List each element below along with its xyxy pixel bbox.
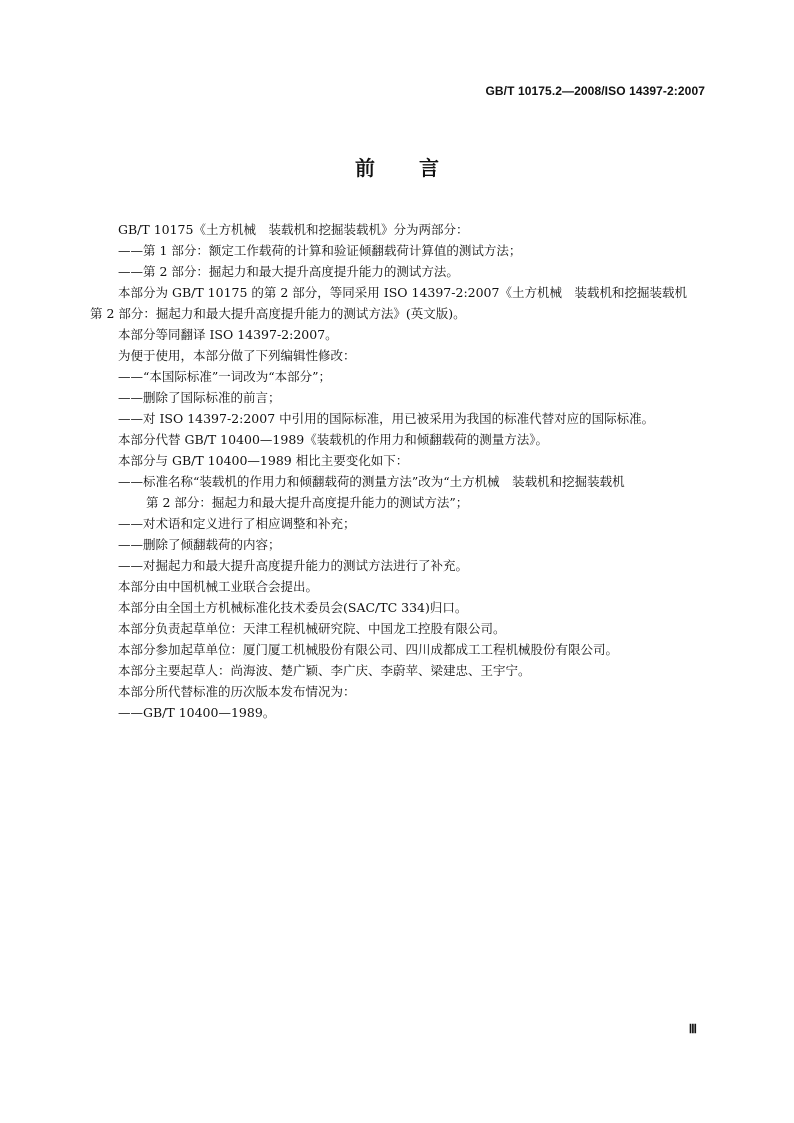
paragraph: 本部分代替 GB/T 10400—1989《装载机的作用力和倾翻载荷的测量方法》。 <box>118 432 548 447</box>
paragraph: 本部分等同翻译 ISO 14397-2:2007。 <box>118 327 338 342</box>
list-item: ——删除了国际标准的前言； <box>118 390 281 405</box>
paragraph: 本部分负责起草单位：天津工程机械研究院、中国龙工控股有限公司。 <box>118 621 506 636</box>
list-item: ——第 1 部分：额定工作载荷的计算和验证倾翻载荷计算值的测试方法； <box>118 243 522 258</box>
page-number: Ⅲ <box>688 1022 697 1036</box>
list-item-continuation: 第 2 部分：掘起力和最大提升高度提升能力的测试方法”； <box>146 495 469 510</box>
list-item: ——标准名称“装载机的作用力和倾翻载荷的测量方法”改为“土方机械 装载机和挖掘装载机 <box>118 474 625 489</box>
list-item: ——“本国际标准”一词改为“本部分”； <box>118 369 332 384</box>
paragraph: 本部分与 GB/T 10400—1989 相比主要变化如下： <box>118 453 409 468</box>
paragraph: 本部分主要起草人：尚海波、楚广颖、李广庆、李蔚苹、梁建忠、王宇宁。 <box>118 663 531 678</box>
list-item: ——对掘起力和最大提升高度提升能力的测试方法进行了补充。 <box>118 558 469 573</box>
list-item: ——删除了倾翻载荷的内容； <box>118 537 281 552</box>
page-title: 前言 <box>355 156 483 180</box>
paragraph: GB/T 10175《土方机械 装载机和挖掘装载机》分为两部分： <box>118 222 469 237</box>
paragraph: 本部分由中国机械工业联合会提出。 <box>118 579 319 594</box>
list-item: ——GB/T 10400—1989。 <box>118 705 276 720</box>
paragraph: 本部分所代替标准的历次版本发布情况为： <box>118 684 356 699</box>
foreword-body <box>90 219 710 723</box>
list-item: ——第 2 部分：掘起力和最大提升高度提升能力的测试方法。 <box>118 264 459 279</box>
list-item: ——对 ISO 14397-2:2007 中引用的国际标准，用已被采用为我国的标准代替对应的国际标准。 <box>118 411 655 426</box>
paragraph: 本部分参加起草单位：厦门厦工机械股份有限公司、四川成都成工工程机械股份有限公司。 <box>118 642 619 657</box>
paragraph: 本部分由全国土方机械标准化技术委员会(SAC/TC 334)归口。 <box>118 600 468 615</box>
paragraph-continuation: 第 2 部分：掘起力和最大提升高度提升能力的测试方法》(英文版)。 <box>90 306 466 321</box>
paragraph: 本部分为 GB/T 10175 的第 2 部分，等同采用 ISO 14397-2:2007《土方机械 装载机和挖掘装载机 <box>118 285 687 300</box>
standard-code-header: GB/T 10175.2—2008/ISO 14397-2:2007 <box>485 84 705 98</box>
paragraph: 为便于使用，本部分做了下列编辑性修改： <box>118 348 356 363</box>
list-item: ——对术语和定义进行了相应调整和补充； <box>118 516 356 531</box>
